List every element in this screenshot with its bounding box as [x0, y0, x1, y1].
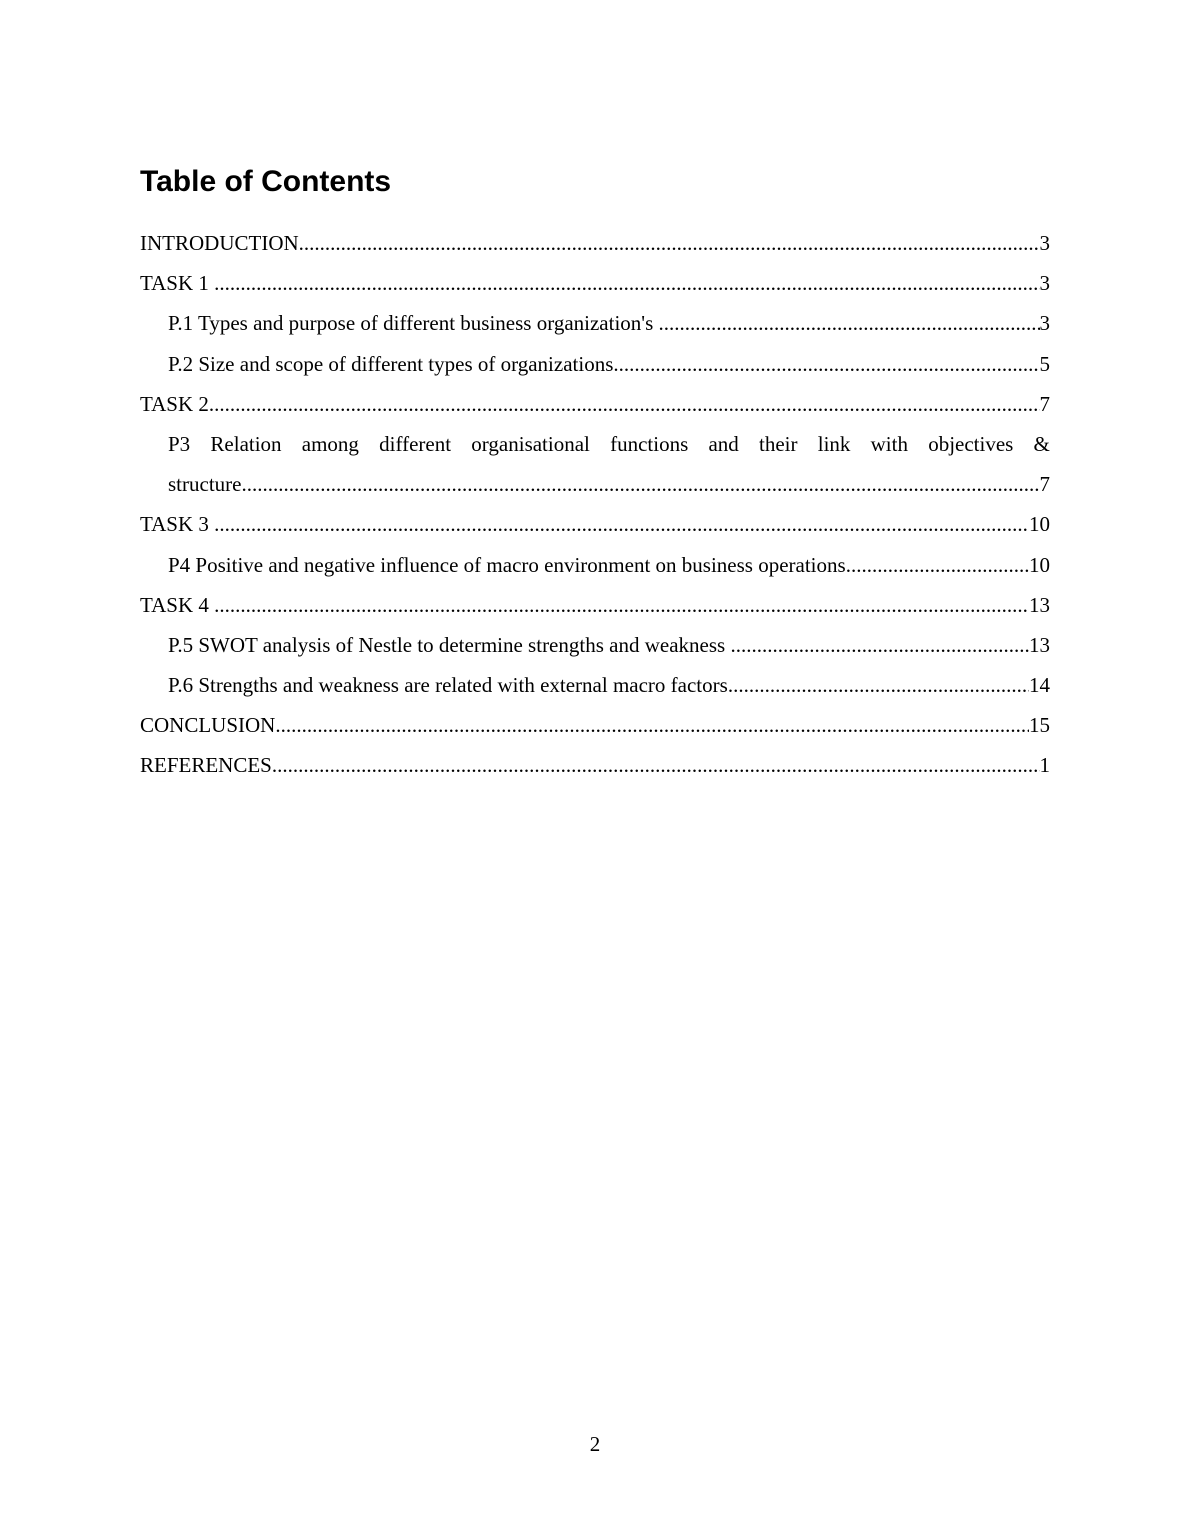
toc-word: and: [708, 431, 739, 456]
toc-entry-label: REFERENCES: [140, 753, 272, 778]
toc-entry-page: 13: [1029, 632, 1050, 657]
toc-word: &: [1033, 431, 1050, 456]
dot-leader: [299, 223, 1040, 263]
toc-entry-task-3[interactable]: [140, 504, 1050, 544]
toc-entry-task-2[interactable]: [140, 384, 1050, 424]
toc-entry-label: P4 Positive and negative influence of macro environment on business operations: [168, 552, 846, 577]
toc-entry-page: 7: [1039, 391, 1050, 416]
toc-entry-page: 3: [1039, 271, 1050, 296]
toc-entry-label: P.6 Strengths and weakness are related with external macro factors: [168, 673, 728, 698]
dot-leader: [613, 344, 1039, 384]
toc-word: Relation: [210, 431, 282, 456]
dot-leader: [241, 464, 1039, 504]
dot-leader: [730, 625, 1029, 665]
dot-leader: [846, 545, 1029, 585]
dot-leader: [214, 585, 1029, 625]
toc-word: with: [870, 431, 908, 456]
toc-entry-page: 1: [1039, 753, 1050, 778]
toc-entry-p5[interactable]: [140, 625, 1050, 665]
toc-word: among: [301, 431, 359, 456]
toc-entry-page: 3: [1039, 311, 1050, 336]
toc-entry-page: 10: [1029, 552, 1050, 577]
toc-entry-page: 3: [1039, 231, 1050, 255]
toc-word: link: [817, 431, 851, 456]
dot-leader: [659, 303, 1040, 343]
toc-entry-label: P.2 Size and scope of different types of organizations: [168, 351, 614, 376]
toc-entry-label: TASK 3: [140, 512, 215, 537]
toc-entry-p6[interactable]: [140, 665, 1050, 705]
toc-entry-label: CONCLUSION: [140, 713, 276, 738]
toc-entry-introduction[interactable]: [140, 223, 1050, 263]
toc-entry-label: P.5 SWOT analysis of Nestle to determine strengths and weakness: [168, 632, 731, 657]
toc-entry-page: 5: [1039, 351, 1050, 376]
toc-entry-page: 15: [1029, 713, 1050, 738]
toc-entry-p2[interactable]: [140, 344, 1050, 384]
toc-word: P3: [168, 431, 191, 456]
toc-entry-p3-line-1[interactable]: [140, 424, 1050, 464]
dot-leader: [275, 705, 1029, 745]
toc-title: Table of Contents: [140, 165, 392, 198]
toc-entry-task-1[interactable]: [140, 263, 1050, 303]
toc-entry-page: 14: [1029, 673, 1050, 698]
toc-word: different: [379, 431, 452, 456]
toc-word: their: [759, 431, 798, 456]
toc-entry-page: 13: [1029, 592, 1050, 617]
toc-entry-label: TASK 4: [140, 592, 215, 617]
toc-entry-references[interactable]: [140, 745, 1050, 785]
toc-entry-label: TASK 2: [140, 391, 209, 416]
toc-word: organisational: [471, 431, 590, 456]
toc-word: functions: [610, 431, 689, 456]
toc-list: [140, 223, 1050, 786]
toc-entry-label: P.1 Types and purpose of different business organization's: [168, 311, 659, 336]
toc-entry-label: TASK 1: [140, 271, 215, 296]
toc-word: objectives: [928, 431, 1014, 456]
toc-entry-label: INTRODUCTION: [140, 231, 299, 255]
dot-leader: [272, 745, 1040, 785]
toc-entry-label: structure: [168, 472, 242, 497]
toc-entry-p4[interactable]: [140, 545, 1050, 585]
toc-entry-page: 10: [1029, 512, 1050, 537]
dot-leader: [209, 384, 1040, 424]
toc-entry-task-4[interactable]: [140, 585, 1050, 625]
page-number: 2: [589, 1432, 601, 1456]
dot-leader: [728, 665, 1029, 705]
dot-leader: [214, 504, 1029, 544]
toc-entry-conclusion[interactable]: [140, 705, 1050, 745]
toc-entry-p3-line-2[interactable]: [140, 464, 1050, 504]
toc-entry-p1[interactable]: [140, 303, 1050, 343]
dot-leader: [214, 263, 1039, 303]
toc-entry-page: 7: [1039, 472, 1050, 497]
